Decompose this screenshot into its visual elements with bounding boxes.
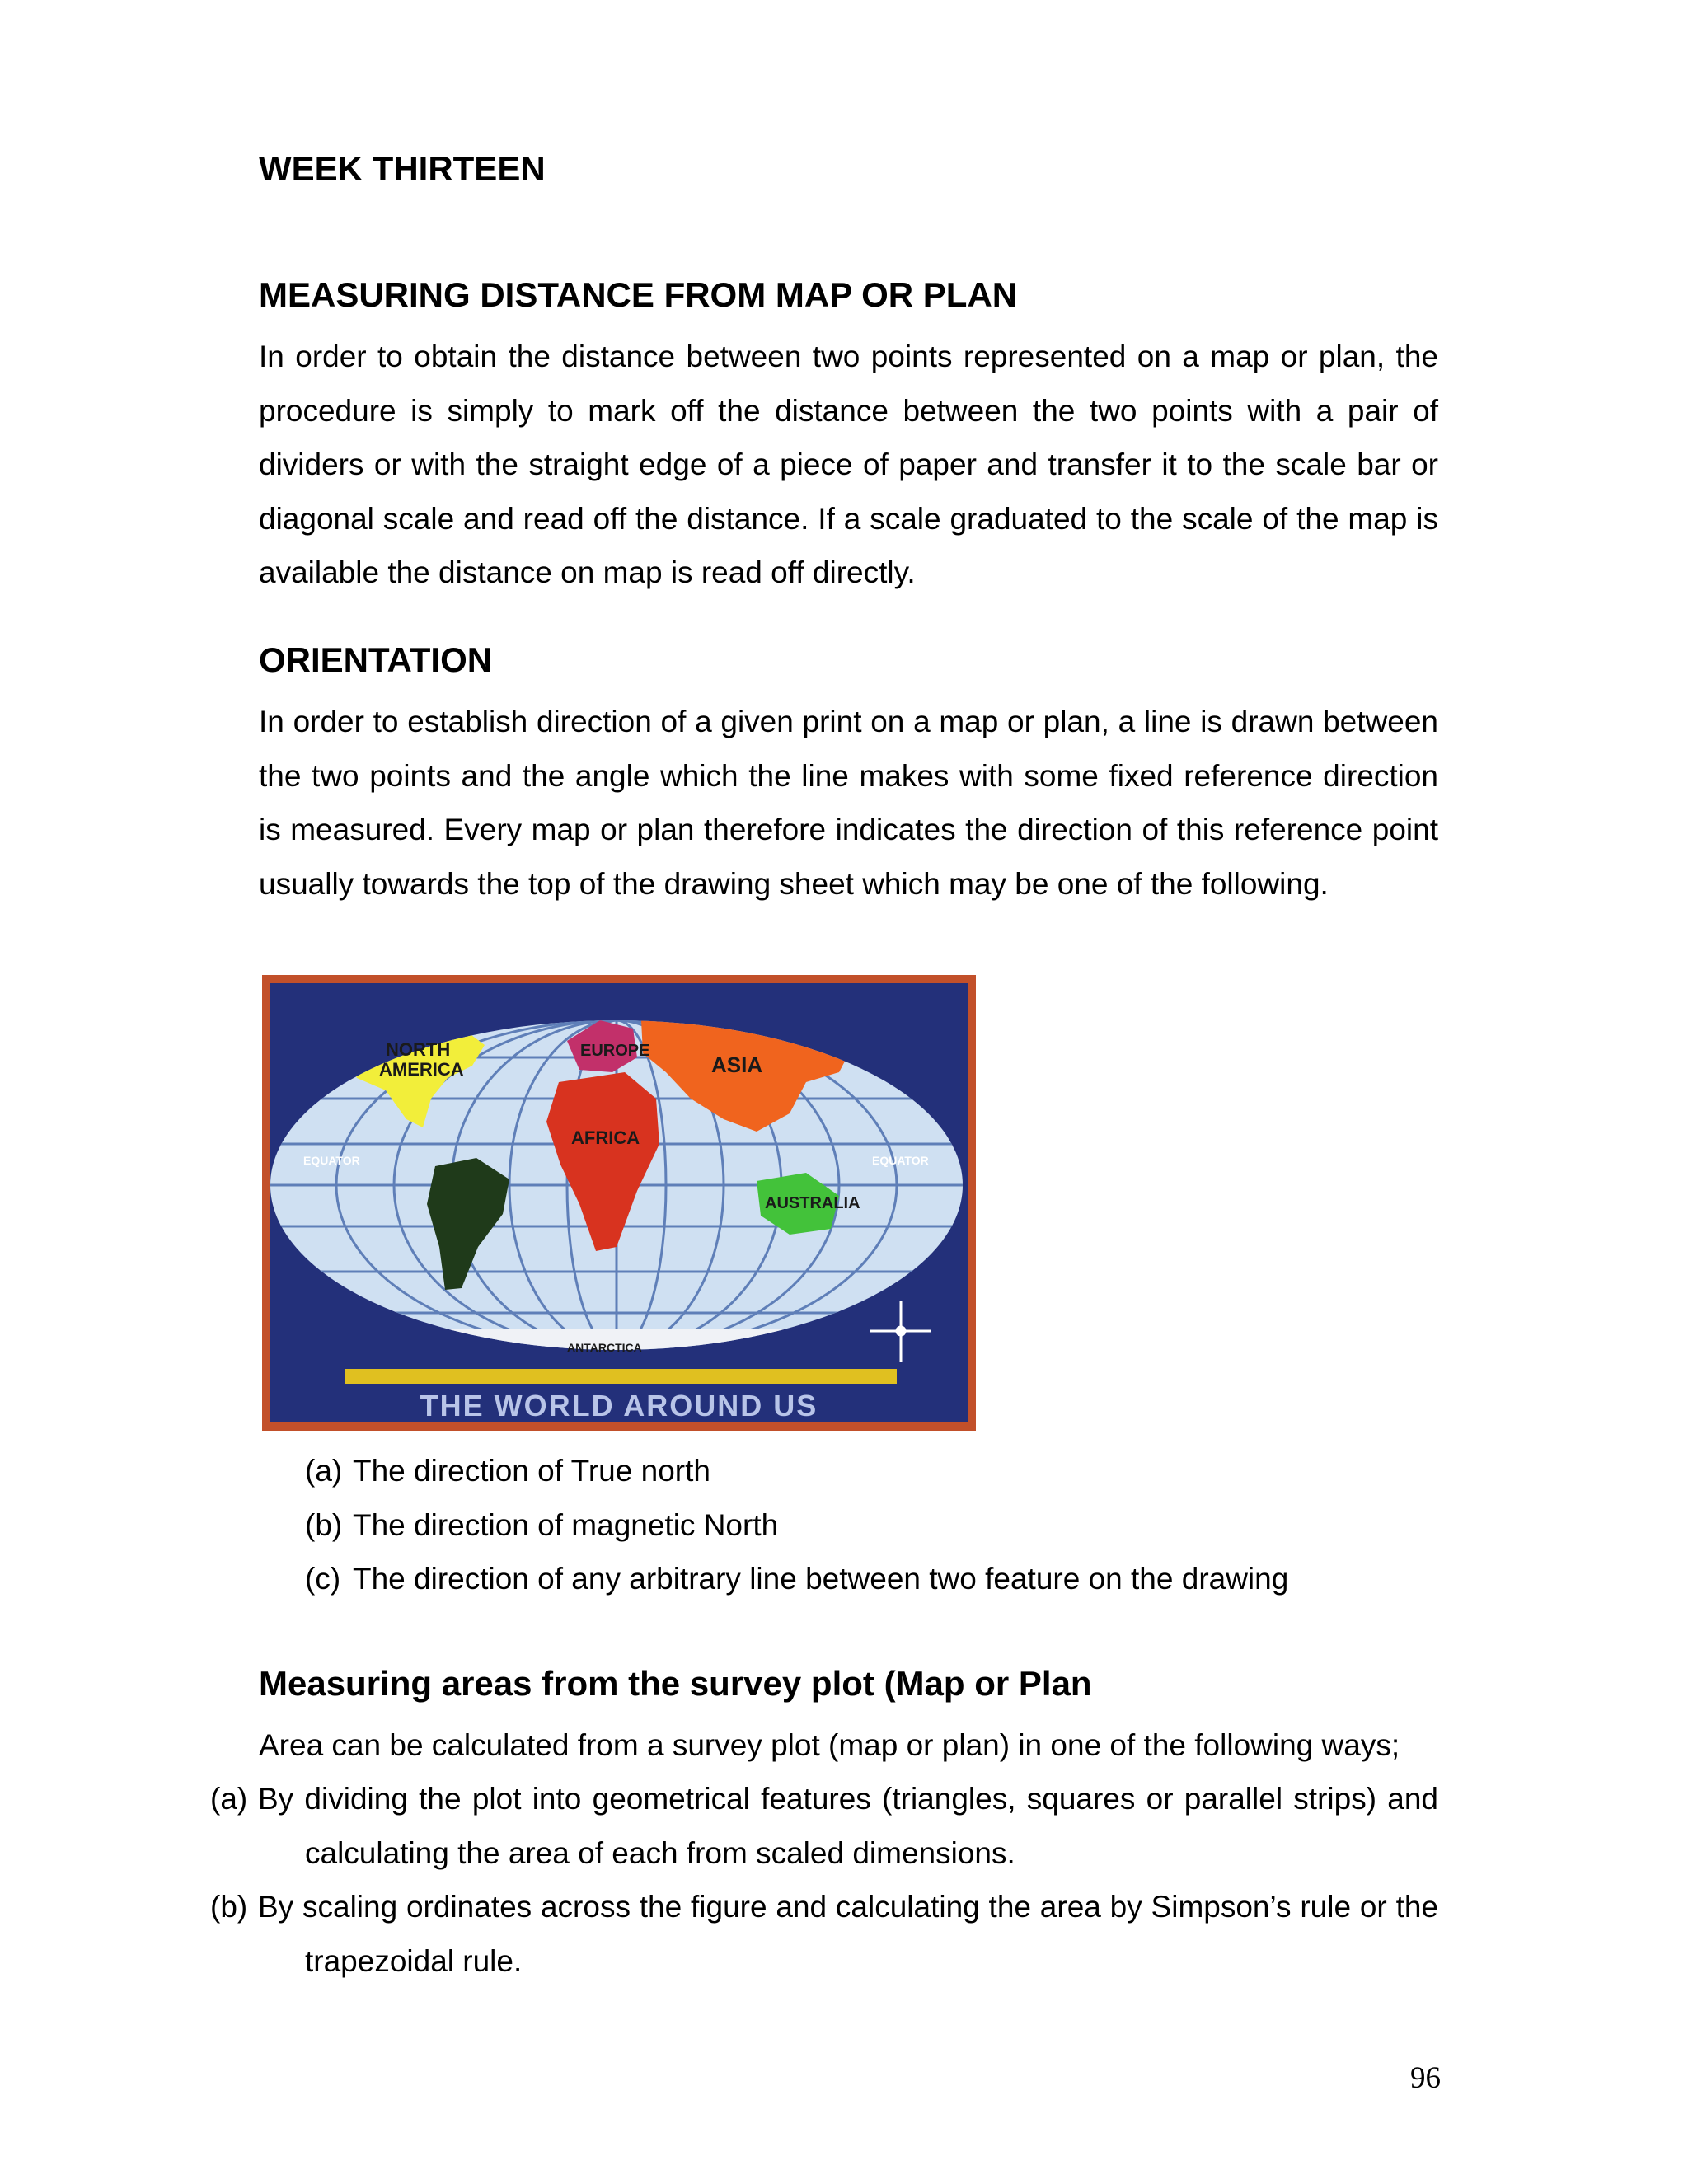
label-asia: ASIA — [711, 1052, 763, 1077]
list-marker: (a) — [305, 1454, 343, 1488]
map-banner-stripe — [345, 1369, 897, 1384]
section-heading-measuring-distance: MEASURING DISTANCE FROM MAP OR PLAN — [259, 275, 1018, 314]
list-item — [305, 1552, 1438, 1606]
label-australia: AUSTRALIA — [765, 1194, 860, 1212]
label-africa: AFRICA — [571, 1127, 640, 1148]
section-heading-measuring-areas: Measuring areas from the survey plot (Map or Plan — [259, 1664, 1092, 1703]
section-heading-orientation: ORIENTATION — [259, 640, 493, 679]
list-marker: (b) — [305, 1507, 343, 1542]
label-antarctica: ANTARCTICA — [567, 1341, 642, 1354]
list-item — [210, 1772, 1438, 1880]
paragraph-measuring-areas-intro: Area can be calculated from a survey plot (map or plan) in one of the following ways; — [259, 1728, 1400, 1762]
list-marker: (c) — [305, 1562, 341, 1596]
label-equator-left: EQUATOR — [303, 1154, 360, 1167]
list-text: By scaling ordinates across the figure and calculating the area by Simpson’s rule or the trapezoidal rule. — [258, 1890, 1438, 1978]
direction-list — [305, 1444, 1438, 1606]
label-north-america-2: AMERICA — [379, 1059, 464, 1080]
paragraph-orientation: In order to establish direction of a given print on a map or plan, a line is drawn between the two points and the angle which the line makes with some fixed reference direction is measured. Every map or plan therefore indicates the direction of this reference point usually towards the top of the drawing sheet which may be one of the following. — [259, 705, 1438, 901]
list-marker: (a) — [210, 1782, 248, 1816]
list-marker: (b) — [210, 1890, 248, 1924]
list-item — [210, 1880, 1438, 1988]
label-equator-right: EQUATOR — [872, 1154, 929, 1167]
list-text: The direction of True north — [353, 1454, 710, 1488]
page-number: 96 — [1410, 2061, 1441, 2095]
list-text: By dividing the plot into geometrical features (triangles, squares or parallel strips) and calculating the area of each from scaled dimensions. — [258, 1782, 1438, 1870]
list-text: The direction of magnetic North — [353, 1507, 779, 1542]
area-methods-list — [210, 1772, 1438, 1988]
label-north-america-1: NORTH — [386, 1039, 451, 1060]
list-item — [305, 1498, 1438, 1553]
map-banner-title: THE WORLD AROUND US — [420, 1389, 818, 1422]
label-europe: EUROPE — [580, 1042, 650, 1060]
week-heading: WEEK THIRTEEN — [259, 149, 546, 188]
list-text: The direction of any arbitrary line between two feature on the drawing — [353, 1562, 1289, 1596]
paragraph-measuring-distance: In order to obtain the distance between two points represented on a map or plan, the procedure is simply to mark off the distance between the two points with a pair of dividers or with the straight edge of a piece of paper and transfer it to the scale bar or diagonal scale and read off the distance. If a scale graduated to the scale of the map is available the distance on map is read off directly. — [259, 340, 1438, 589]
list-item — [305, 1444, 1438, 1498]
world-map-figure — [262, 975, 976, 1431]
